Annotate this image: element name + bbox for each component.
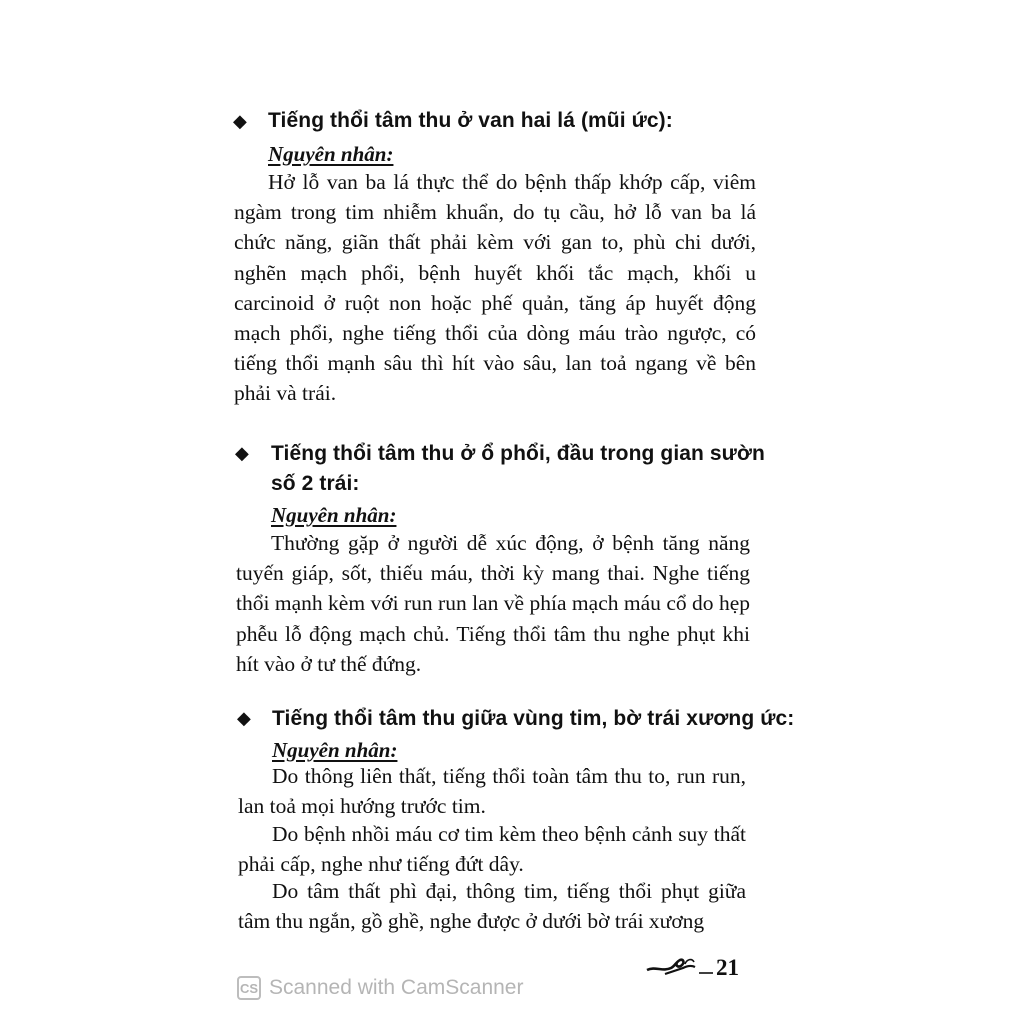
section-1-cause-label: Nguyên nhân:	[268, 142, 394, 166]
section-3-paragraph-3: Do tâm thất phì đại, thông tim, tiếng thổi phụt giữa tâm thu ngắn, gồ ghề, nghe được ở dưới bờ trái xương	[238, 879, 746, 934]
page-number: 21	[716, 955, 739, 980]
watermark-text: Scanned with CamScanner	[269, 976, 524, 999]
section-3-heading: Tiếng thổi tâm thu giữa vùng tim, bờ trái xương ức:	[272, 707, 795, 730]
section-2-cause-label: Nguyên nhân:	[271, 503, 397, 527]
diamond-bullet-icon: ◆	[233, 111, 247, 132]
section-1-paragraph: Hở lỗ van ba lá thực thể do bệnh thấp khớp cấp, viêm ngàm trong tim nhiễm khuẩn, do tụ cầu, hở lỗ van ba lá chức năng, giãn thất phải kèm với gan to, phù chi dưới, nghẽn mạch phổi, bệnh huyết khối tắc mạch, khối u carcinoid ở ruột non hoặc phế quản, tăng áp huyết động mạch phổi, nghe tiếng thổi của dòng máu trào ngược, có tiếng thổi mạnh sâu thì hít vào sâu, lan toả ngang về bên phải và trái.	[234, 170, 756, 406]
flourish-ornament-icon	[645, 950, 715, 980]
section-2-heading-line2: số 2 trái:	[271, 472, 360, 495]
section-3-paragraph-1: Do thông liên thất, tiếng thổi toàn tâm thu to, run run, lan toả mọi hướng trước tim.	[238, 764, 746, 819]
section-1-heading: Tiếng thổi tâm thu ở van hai lá (mũi ức):	[268, 109, 673, 132]
diamond-bullet-icon: ◆	[237, 708, 251, 729]
section-3-cause-label: Nguyên nhân:	[272, 738, 398, 762]
camscanner-logo-icon: CS	[237, 976, 261, 1000]
section-2-heading-line1: Tiếng thổi tâm thu ở ổ phổi, đầu trong gian sườn	[271, 442, 765, 465]
diamond-bullet-icon: ◆	[235, 443, 249, 464]
camscanner-watermark	[237, 976, 523, 1000]
section-2-paragraph: Thường gặp ở người dễ xúc động, ở bệnh tăng năng tuyến giáp, sốt, thiếu máu, thời kỳ mang thai. Nghe tiếng thổi mạnh kèm với run run lan về phía mạch máu cổ do hẹp phễu lỗ động mạch chủ. Tiếng thổi tâm thu nghe phụt khi hít vào ở tư thế đứng.	[236, 531, 750, 676]
section-3-paragraph-2: Do bệnh nhồi máu cơ tim kèm theo bệnh cảnh suy thất phải cấp, nghe như tiếng đứt dây.	[238, 822, 746, 877]
